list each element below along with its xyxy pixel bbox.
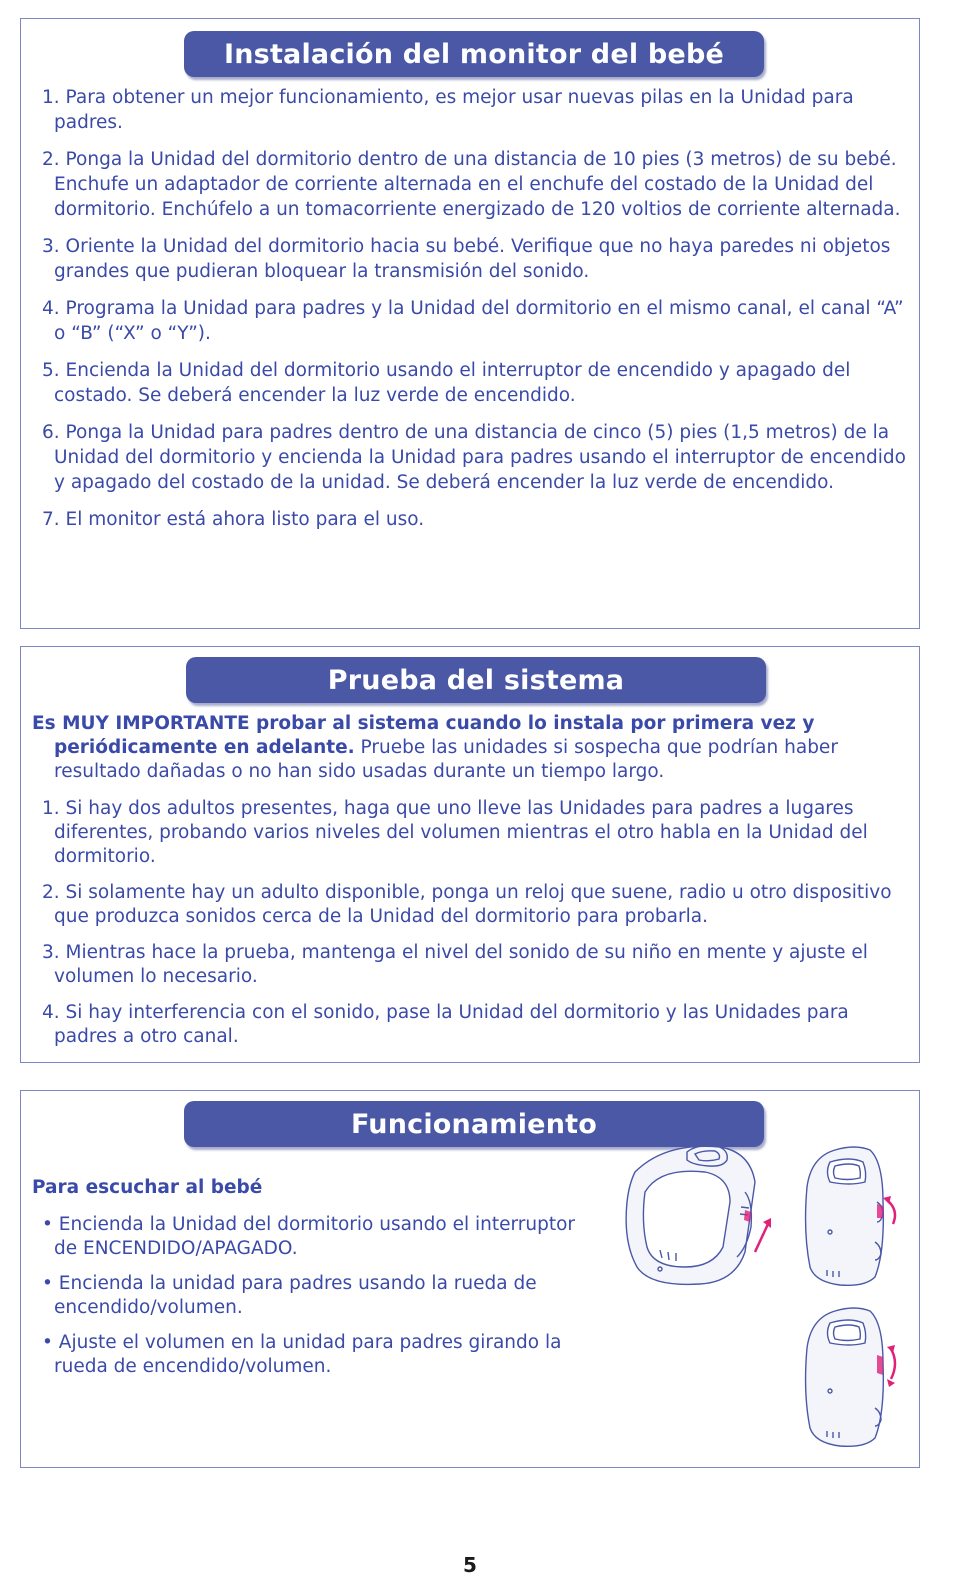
list-item: 6. Ponga la Unidad para padres dentro de una distancia de cinco (5) pies (1,5 metros) de la Unidad del dormitorio y encienda la Unidad para padres usando el interruptor de encendido y apagado del costado de la unidad. Se deberá encender la luz verde de encendido. xyxy=(42,422,906,493)
installation-list xyxy=(32,85,909,544)
list-item: 4. Programa la Unidad para padres y la Unidad del dormitorio en el mismo canal, el canal “A” o “B” (“X” o “Y”). xyxy=(42,298,904,344)
system-test-list xyxy=(32,797,909,1061)
list-item: 2. Si solamente hay un adulto disponible, ponga un reloj que suene, radio u otro dispositivo que produzca sonidos cerca de la Unidad del dormitorio para probarla. xyxy=(42,882,892,927)
operation-title: Funcionamiento xyxy=(184,1101,764,1147)
operation-section xyxy=(20,1090,920,1468)
list-item: 1. Si hay dos adultos presentes, haga que uno lleve las Unidades para padres a lugares diferentes, probando varios niveles del volumen mientras el otro habla en la Unidad del dormitorio. xyxy=(42,798,868,867)
system-test-intro-bold: Es MUY IMPORTANTE probar al sistema cuando lo instala por primera vez y periódicamente en adelante. xyxy=(32,713,815,758)
operation-list xyxy=(32,1213,602,1390)
list-item: 1. Para obtener un mejor funcionamiento, es mejor usar nuevas pilas en la Unidad para padres. xyxy=(42,87,854,133)
operation-subheading: Para escuchar al bebé xyxy=(32,1177,263,1198)
list-item: 4. Si hay interferencia con el sonido, pase la Unidad del dormitorio y las Unidades para padres a otro canal. xyxy=(42,1002,849,1047)
list-item: • Ajuste el volumen en la unidad para padres girando la rueda de encendido/volumen. xyxy=(42,1332,562,1377)
installation-title: Instalación del monitor del bebé xyxy=(184,31,764,77)
list-item: • Encienda la Unidad del dormitorio usando el interruptor de ENCENDIDO/APAGADO. xyxy=(42,1214,576,1259)
system-test-intro xyxy=(32,712,909,784)
nursery-unit-illustration xyxy=(605,1132,775,1292)
installation-section xyxy=(20,18,920,629)
system-test-section xyxy=(20,646,920,1063)
list-item: • Encienda la unidad para padres usando la rueda de encendido/volumen. xyxy=(42,1273,537,1318)
system-test-intro-rest: Pruebe las unidades si sospecha que podrían haber resultado dañadas o no han sido usadas durante un tiempo largo. xyxy=(54,737,838,782)
system-test-title: Prueba del sistema xyxy=(186,657,766,703)
list-item: 2. Ponga la Unidad del dormitorio dentro de una distancia de 10 pies (3 metros) de su bebé. Enchufe un adaptador de corriente alternada en el enchufe del costado de la Unidad del dormitorio. Enchúfelo a un tomacorriente energizado de 120 voltios de corriente alternada. xyxy=(42,149,901,220)
parent-unit-illustration xyxy=(795,1142,915,1292)
list-item: 3. Mientras hace la prueba, mantenga el nivel del sonido de su niño en mente y ajuste el volumen lo necesario. xyxy=(42,942,868,987)
page-number: 5 xyxy=(463,1553,477,1577)
parent-unit-illustration xyxy=(795,1303,915,1453)
list-item: 3. Oriente la Unidad del dormitorio hacia su bebé. Verifique que no haya paredes ni objetos grandes que pudieran bloquear la transmisión del sonido. xyxy=(42,236,891,282)
list-item: 5. Encienda la Unidad del dormitorio usando el interruptor de encendido y apagado del costado. Se deberá encender la luz verde de encendido. xyxy=(42,360,851,406)
list-item: 7. El monitor está ahora listo para el uso. xyxy=(42,509,425,530)
